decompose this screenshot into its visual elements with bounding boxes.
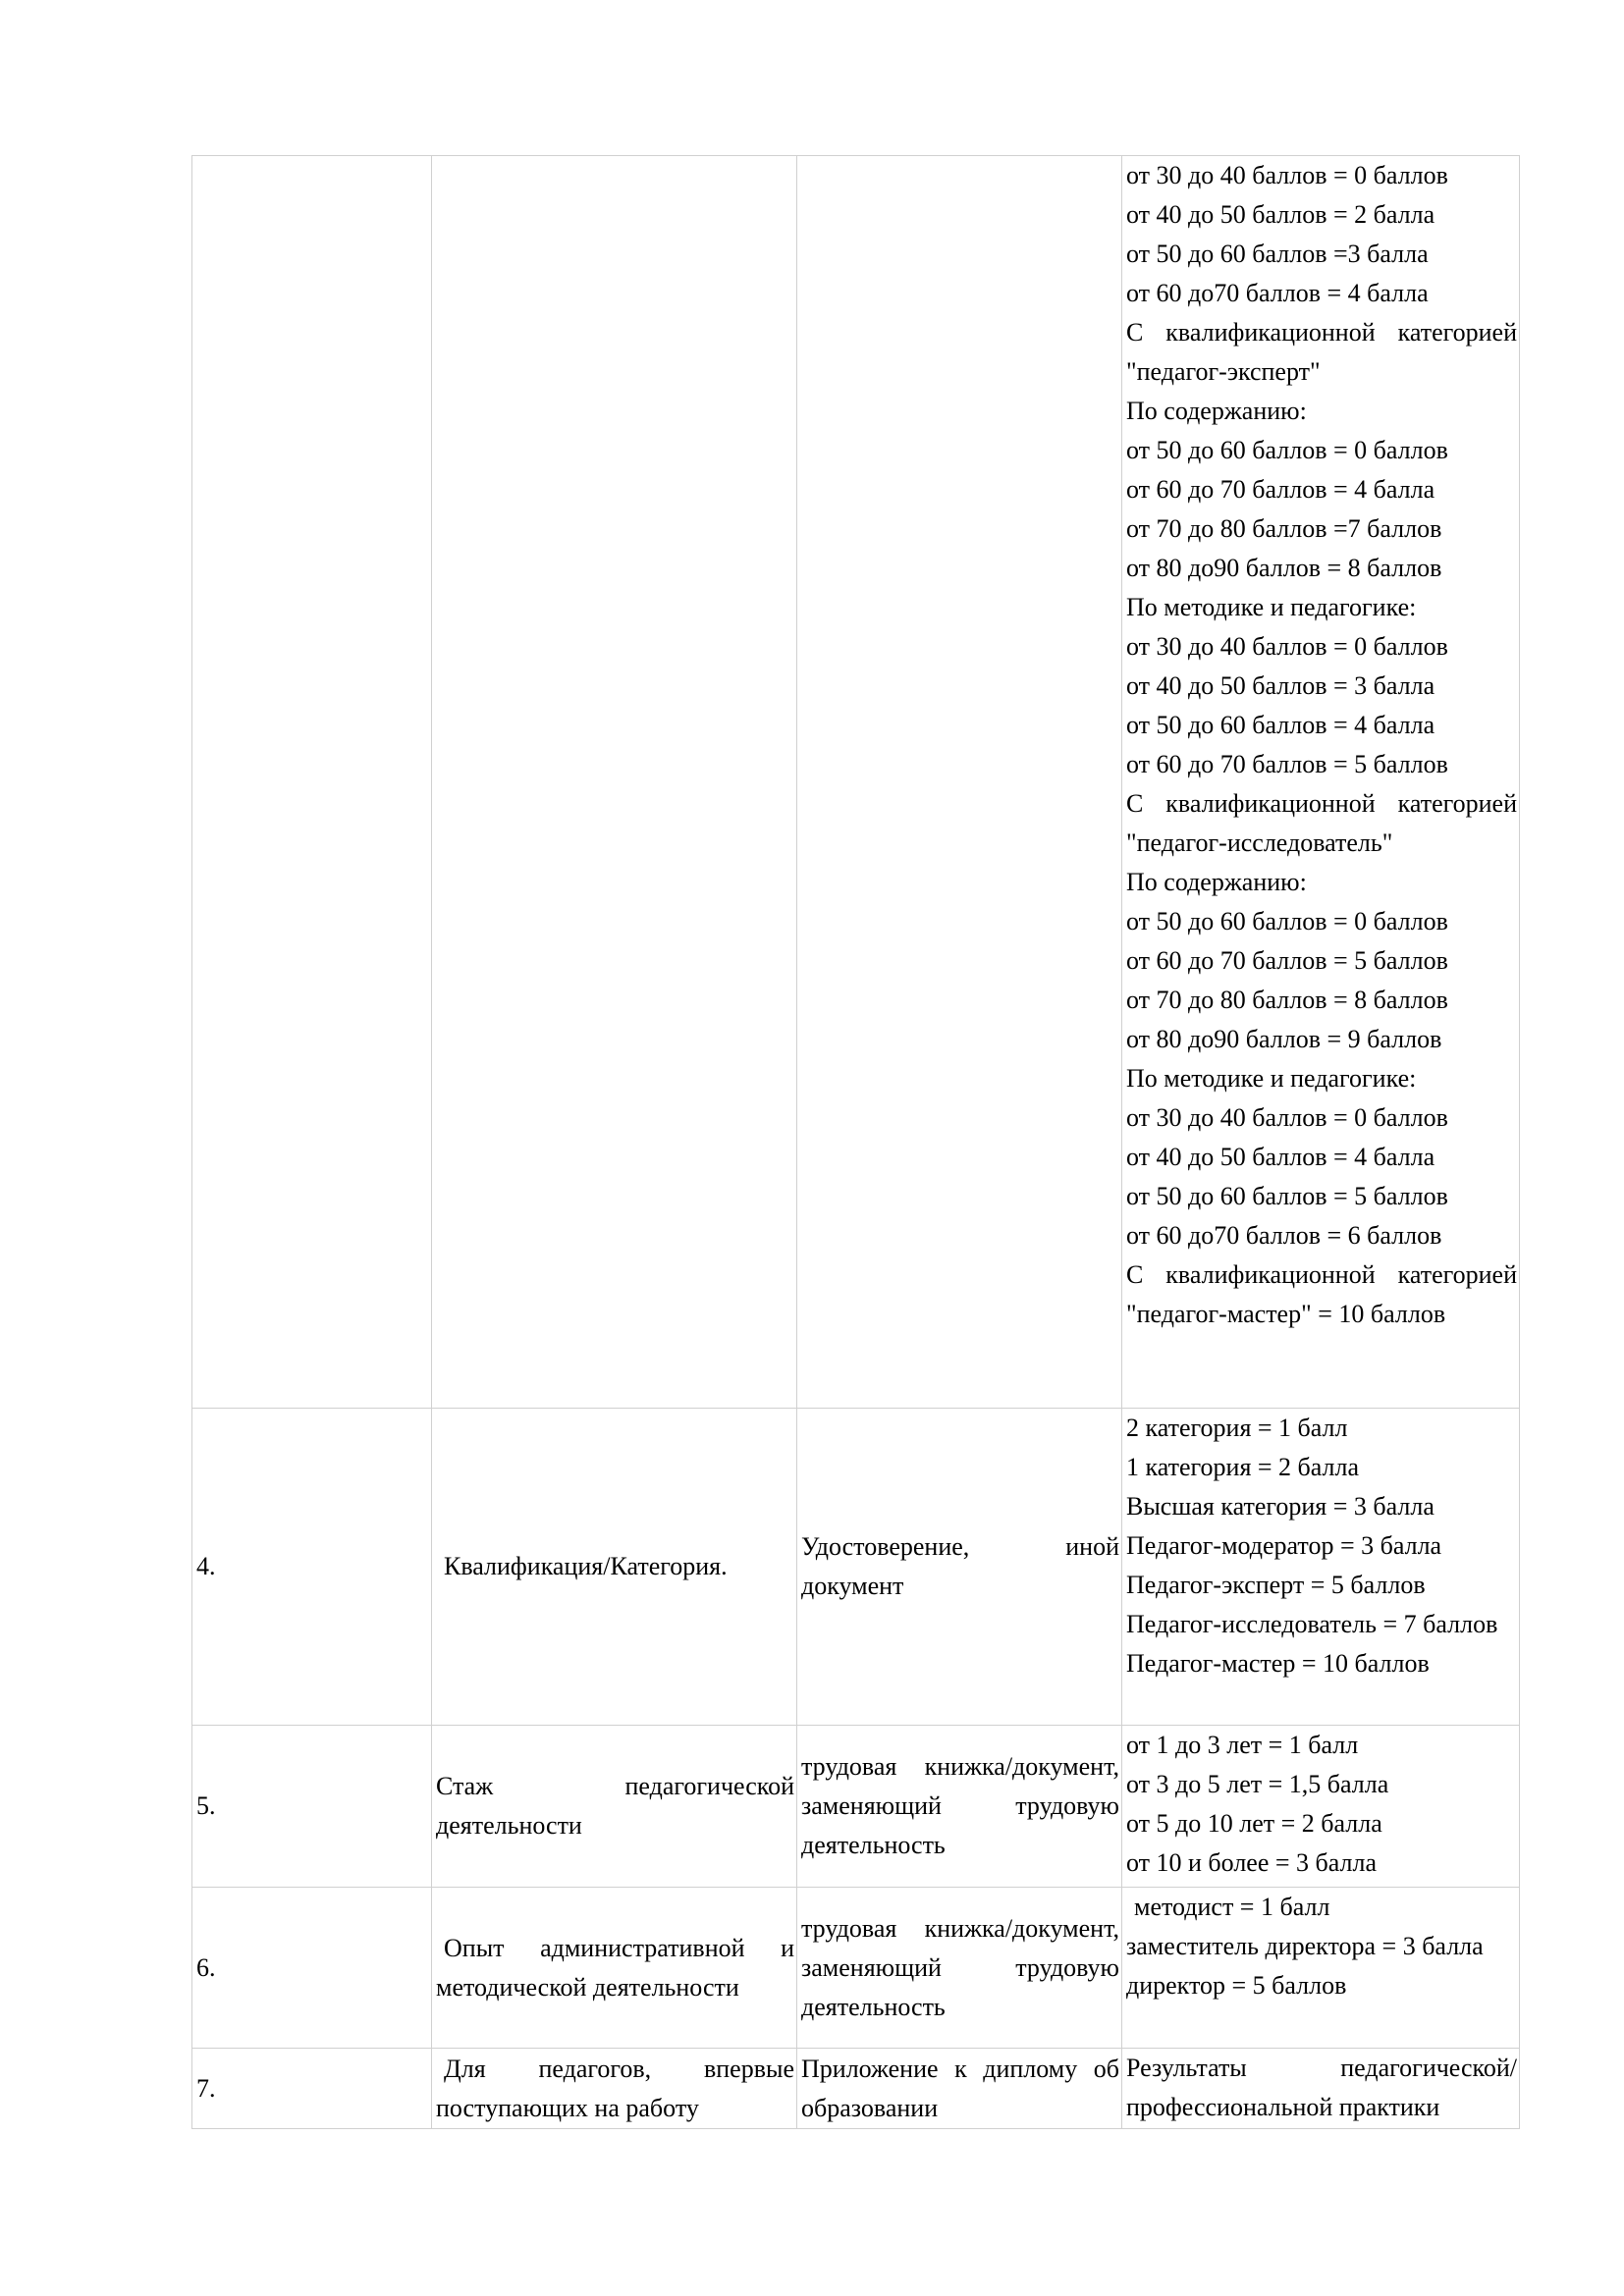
score-line: Педагог-исследователь = 7 баллов xyxy=(1126,1610,1498,1638)
score-line: от 80 до90 баллов = 8 баллов xyxy=(1126,554,1442,582)
row-number-cell: 4. xyxy=(192,1409,432,1726)
criterion-text: Для педагогов, впервые поступающих на работу xyxy=(436,2054,794,2122)
score-line: от 40 до 50 баллов = 3 балла xyxy=(1126,671,1435,700)
score-line: от 5 до 10 лет = 2 балла xyxy=(1126,1809,1382,1838)
row-number-cell: 5. xyxy=(192,1726,432,1888)
score-line: от 50 до 60 баллов = 5 баллов xyxy=(1126,1182,1448,1210)
score-line: от 70 до 80 баллов = 8 баллов xyxy=(1126,986,1448,1014)
score-line: от 40 до 50 баллов = 2 балла xyxy=(1126,200,1435,229)
document-cell xyxy=(797,156,1122,1409)
score-line: По методике и педагогике: xyxy=(1126,1064,1417,1093)
document-cell: трудовая книжка/документ, заменяющий трудовую деятельность xyxy=(797,1888,1122,2049)
score-line: от 50 до 60 баллов = 4 балла xyxy=(1126,711,1435,739)
criterion-text: Квалификация/Категория. xyxy=(444,1552,728,1580)
score-line: 1 категория = 2 балла xyxy=(1126,1453,1360,1481)
table-row xyxy=(192,1409,1520,1726)
table-row xyxy=(192,1726,1520,1888)
score-line: от 1 до 3 лет = 1 балл xyxy=(1126,1731,1359,1759)
table-row xyxy=(192,1888,1520,2049)
criterion-cell xyxy=(432,2049,797,2129)
score-line: от 60 до70 баллов = 6 баллов xyxy=(1126,1221,1442,1250)
score-line: от 70 до 80 баллов =7 баллов xyxy=(1126,514,1442,543)
score-line: заместитель директора = 3 балла xyxy=(1126,1932,1484,1960)
row-number-cell xyxy=(192,156,432,1409)
criterion-cell xyxy=(432,156,797,1409)
score-line: Педагог-модератор = 3 балла xyxy=(1126,1531,1442,1560)
score-line: от 30 до 40 баллов = 0 баллов xyxy=(1126,1103,1448,1132)
criterion-cell: Стаж педагогической деятельности xyxy=(432,1726,797,1888)
score-line: С квалификационной категорией "педагог-мастер" = 10 баллов xyxy=(1126,1260,1517,1328)
table-row xyxy=(192,156,1520,1409)
score-line: директор = 5 баллов xyxy=(1126,1971,1347,2000)
criteria-table xyxy=(191,155,1520,2129)
score-line: от 50 до 60 баллов = 0 баллов xyxy=(1126,907,1448,935)
score-line: от 60 до70 баллов = 4 балла xyxy=(1126,279,1429,307)
document-cell: Удостоверение, иной документ xyxy=(797,1409,1122,1726)
score-line: от 40 до 50 баллов = 4 балла xyxy=(1126,1143,1435,1171)
table-row xyxy=(192,2049,1520,2129)
criterion-cell xyxy=(432,1888,797,2049)
score-line: С квалификационной категорией "педагог-эксперт" xyxy=(1126,318,1517,386)
score-line: С квалификационной категорией "педагог-исследователь" xyxy=(1126,789,1517,857)
row-number-cell: 7. xyxy=(192,2049,432,2129)
score-line: от 50 до 60 баллов = 0 баллов xyxy=(1126,436,1448,464)
score-line: Высшая категория = 3 балла xyxy=(1126,1492,1435,1521)
criterion-cell xyxy=(432,1409,797,1726)
score-line: По методике и педагогике: xyxy=(1126,593,1417,621)
score-line: Педагог-мастер = 10 баллов xyxy=(1126,1649,1430,1678)
score-line: от 80 до90 баллов = 9 баллов xyxy=(1126,1025,1442,1053)
document-cell: Приложение к диплому об образовании xyxy=(797,2049,1122,2129)
score-line: от 60 до 70 баллов = 4 балла xyxy=(1126,475,1435,504)
score-line: Педагог-эксперт = 5 баллов xyxy=(1126,1571,1426,1599)
score-line: методист = 1 балл xyxy=(1134,1893,1330,1921)
score-line: от 60 до 70 баллов = 5 баллов xyxy=(1126,750,1448,778)
score-line: от 3 до 5 лет = 1,5 балла xyxy=(1126,1770,1389,1798)
score-line: от 30 до 40 баллов = 0 баллов xyxy=(1126,161,1448,189)
row-number-cell: 6. xyxy=(192,1888,432,2049)
score-line: 2 категория = 1 балл xyxy=(1126,1414,1348,1442)
scores-cell xyxy=(1122,156,1520,1409)
score-line: от 50 до 60 баллов =3 балла xyxy=(1126,240,1429,268)
score-line: По содержанию: xyxy=(1126,397,1307,425)
scores-cell: Результаты педагогической/ профессиональной практики xyxy=(1122,2049,1520,2129)
score-line: По содержанию: xyxy=(1126,868,1307,896)
scores-cell xyxy=(1122,1888,1520,2049)
scores-cell xyxy=(1122,1409,1520,1726)
score-line: от 30 до 40 баллов = 0 баллов xyxy=(1126,632,1448,661)
score-line: от 10 и более = 3 балла xyxy=(1126,1848,1378,1877)
score-line: от 60 до 70 баллов = 5 баллов xyxy=(1126,946,1448,975)
scores-cell xyxy=(1122,1726,1520,1888)
document-cell: трудовая книжка/документ, заменяющий трудовую деятельность xyxy=(797,1726,1122,1888)
criterion-text: Опыт административной и методической деятельности xyxy=(436,1933,794,2002)
